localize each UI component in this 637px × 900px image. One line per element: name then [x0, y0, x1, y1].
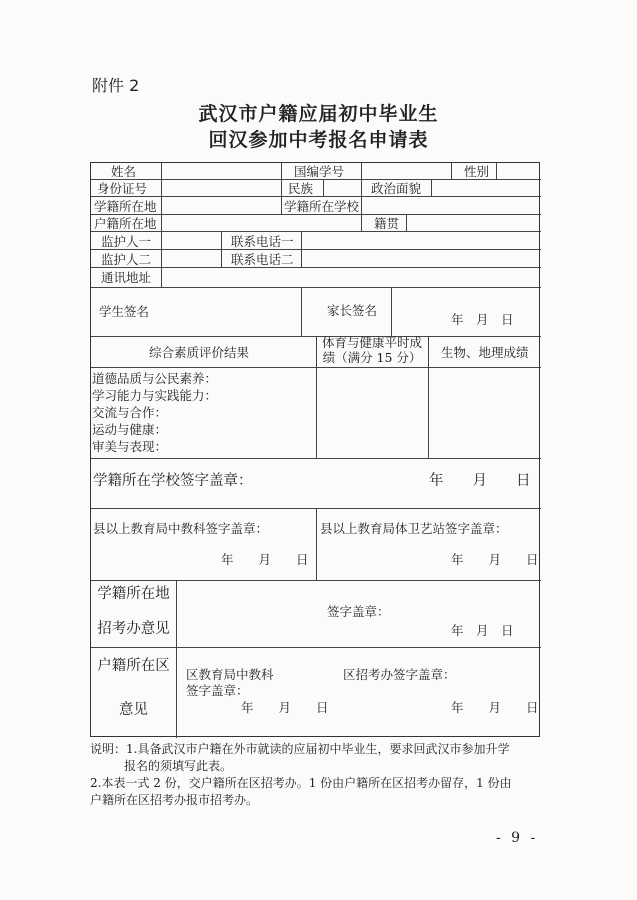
label-ethnicity: 民族: [288, 181, 314, 196]
eval-item-2: 学习能力与实践能力：: [92, 388, 218, 403]
eval-item-3: 交流与合作：: [92, 405, 168, 420]
label-district-edu-seal: 签字盖章：: [186, 683, 249, 698]
label-school-loc-opinion-2: 招考办意见: [97, 621, 170, 637]
label-district-exam-seal: 区招考办签字盖章：: [343, 667, 456, 682]
application-form: [90, 162, 540, 737]
note-line-1: 说明：1.具备武汉市户籍在外市就读的应届初中毕业生，要求回武汉市参加升学: [90, 742, 510, 756]
label-school-name: 学籍所在学校: [284, 199, 360, 214]
label-parent-signature: 家长签名: [327, 303, 378, 318]
label-id-card: 身份证号: [97, 181, 148, 196]
page-number: - 9 -: [496, 830, 539, 846]
label-guardian2: 监护人二: [101, 252, 152, 267]
label-phone1: 联系电话一: [231, 234, 294, 249]
label-name: 姓名: [111, 164, 137, 179]
district-edu-date: 年 月 日: [241, 700, 329, 715]
note-line-3: 2.本表一式 2 份，交户籍所在区招考办。1 份由户籍所在区招考办留存，1 份由: [90, 776, 512, 790]
attachment-label: 附件 2: [92, 76, 140, 95]
label-bio-geo: 生物、地理成绩: [441, 345, 529, 360]
label-school-location: 学籍所在地: [94, 199, 157, 214]
label-guardian1: 监护人一: [101, 234, 152, 249]
school-seal-date: 年 月 日: [429, 473, 531, 489]
edu-bureau-seal-date: 年 月 日: [221, 552, 309, 567]
sports-seal-date: 年 月 日: [451, 552, 539, 567]
notes: [90, 741, 545, 809]
label-school-seal: 学籍所在学校签字盖章：: [93, 473, 253, 489]
label-school-loc-opinion-1: 学籍所在地: [97, 586, 170, 602]
label-household-location: 户籍所在地: [94, 216, 157, 231]
label-quality-eval: 综合素质评价结果: [149, 345, 250, 360]
note-line-4: 户籍所在区招考办报市招考办。: [90, 793, 259, 807]
form-title-line1: 武汉市户籍应届初中毕业生: [198, 103, 439, 125]
label-native-place: 籍贯: [374, 216, 400, 231]
label-gender: 性别: [464, 164, 490, 179]
form-title-line2: 回汉参加中考报名申请表: [208, 129, 429, 151]
label-phone2: 联系电话二: [231, 252, 294, 267]
label-address: 通讯地址: [101, 270, 152, 285]
eval-item-5: 审美与表现：: [92, 439, 168, 454]
label-pe-score: 体育与健康平时成绩（满分 15 分）: [321, 335, 422, 365]
label-edu-bureau-seal: 县以上教育局中教科签字盖章：: [93, 521, 269, 536]
eval-item-1: 道德品质与公民素养：: [92, 371, 218, 386]
label-sign-seal: 签字盖章：: [327, 604, 390, 619]
parent-signature-date: 年 月 日: [451, 312, 514, 327]
label-household-opinion-1: 户籍所在区: [97, 658, 170, 674]
label-national-id-no: 国编学号: [294, 164, 345, 179]
note-line-2: 报名的须填写此表。: [124, 759, 233, 773]
label-sports-seal: 县以上教育局体卫艺站签字盖章：: [320, 521, 508, 536]
eval-item-4: 运动与健康：: [92, 422, 168, 437]
school-loc-opinion-date: 年 月 日: [451, 623, 514, 638]
label-household-opinion-2: 意见: [119, 702, 148, 718]
district-exam-date: 年 月 日: [451, 700, 539, 715]
label-district-edu: 区教育局中教科: [186, 667, 274, 682]
label-student-signature: 学生签名: [99, 304, 150, 319]
label-political-status: 政治面貌: [371, 181, 422, 196]
